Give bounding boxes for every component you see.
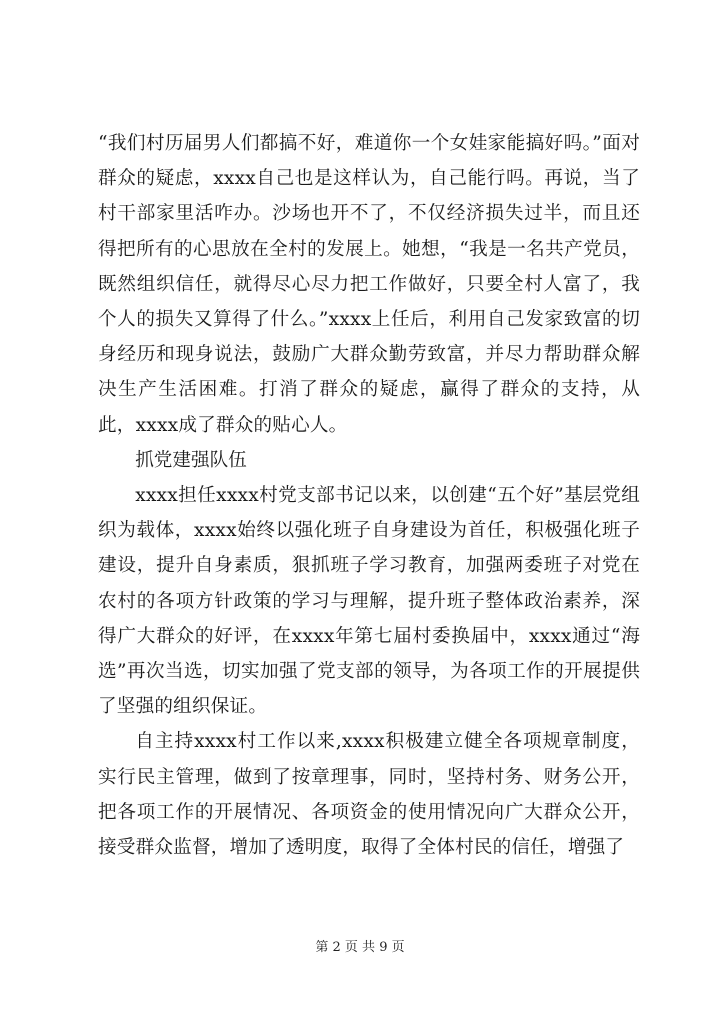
page-number-footer: 第 2 页 共 9 页 [315,940,405,955]
section-heading-party-building: 抓党建强队伍 [135,449,247,471]
paragraph-villager-trust: “我们村历届男人们都搞不好，难道你一个女娃家能搞好吗。”面对群众的疑虑，xxxx自己也是这样认为，自己能行吗。再说，当了村干部家里活咋办。沙场也开不了，不仅经济损失过半，而且还得把所有的心思放在全村的发展上。她想，“我是一名共产党员，既然组织信任，就得尽心尽力把工作做好，只要全村人富了，我个人的损失又算得了什么。”xxxx上任后，利用自己发家致富的切身经历和现身说法，鼓励广大群众勤劳致富，并尽力帮助群众解决生产生活困难。打消了群众的疑虑，赢得了群众的支持，从此，xxxx成了群众的贴心人。 [98,133,640,436]
paragraph-party-team-building: xxxx担任xxxx村党支部书记以来，以创建“五个好”基层党组织为载体，xxxx始终以强化班子自身建设为首任，积极强化班子建设，提升自身素质，狠抓班子学习教育，加强两委班子对党在农村的各项方针政策的学习与理解，提升班子整体政治素养，深得广大群众的好评，在xxxx年第七届村委换届中，xxxx通过“海选”再次当选，切实加强了党支部的领导，为各项工作的开展提供了坚强的组织保证。 [98,485,640,718]
paragraph-democratic-management: 自主持xxxx村工作以来,xxxx积极建立健全各项规章制度，实行民主管理，做到了按章理事，同时，坚持村务、财务公开，把各项工作的开展情况、各项资金的使用情况向广大群众公开，接受群众监督，增加了透明度，取得了全体村民的信任，增强了 [98,731,640,859]
document-body [98,126,640,865]
